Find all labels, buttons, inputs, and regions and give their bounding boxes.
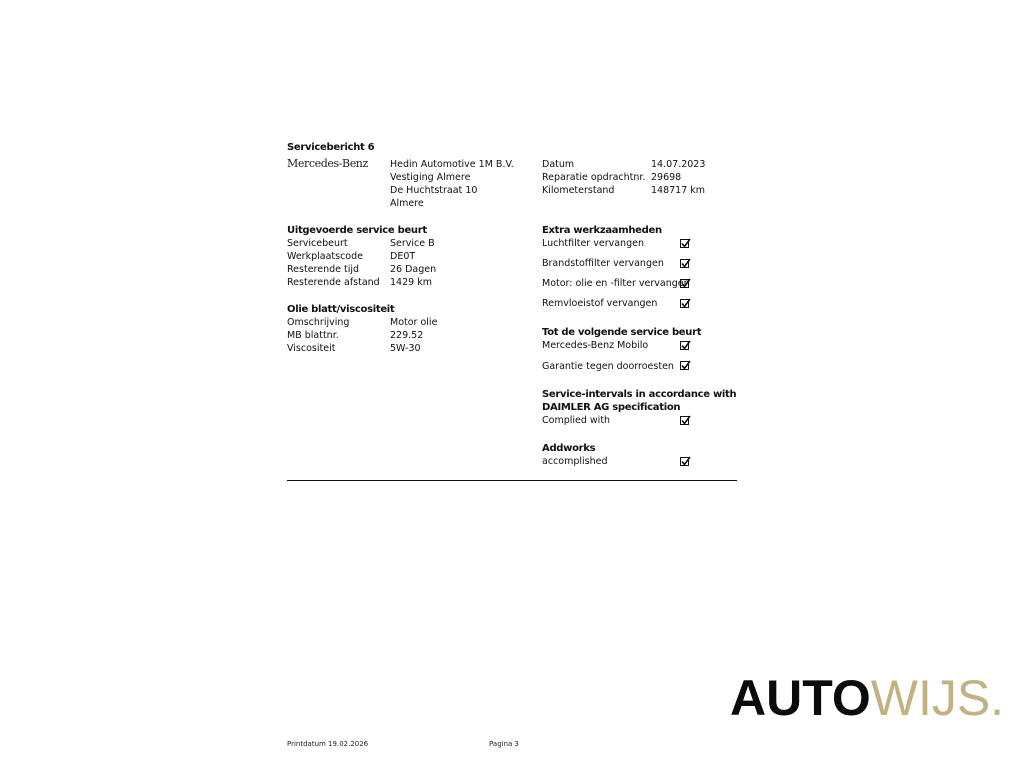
remaining-time-label: Resterende tijd bbox=[287, 264, 360, 275]
document-title: Servicebericht 6 bbox=[287, 142, 375, 153]
check-icon bbox=[680, 279, 689, 288]
workshop-code-label: Werkplaatscode bbox=[287, 251, 363, 262]
check-icon bbox=[680, 259, 689, 268]
check-icon bbox=[680, 239, 689, 248]
workshop-code-value: DE0T bbox=[390, 251, 416, 262]
oil-sheet-value: 229.52 bbox=[390, 330, 424, 341]
brand-name: Mercedes-Benz bbox=[287, 157, 368, 170]
extra-item-label: Remvloeistof vervangen bbox=[542, 298, 658, 309]
oil-description-value: Motor olie bbox=[390, 317, 438, 328]
meta-order-value: 29698 bbox=[651, 172, 682, 183]
dealer-city: Almere bbox=[390, 198, 424, 209]
dealer-street: De Huchtstraat 10 bbox=[390, 185, 478, 196]
oil-heading: Olie blatt/viscositeit bbox=[287, 304, 395, 315]
intervals-heading-line1: Service-intervals in accordance with bbox=[542, 389, 737, 400]
meta-mileage-label: Kilometerstand bbox=[542, 185, 615, 196]
page-number: Pagina 3 bbox=[489, 740, 519, 748]
check-icon bbox=[680, 361, 689, 370]
remaining-distance-value: 1429 km bbox=[390, 277, 432, 288]
intervals-heading-line2: DAIMLER AG specification bbox=[542, 402, 681, 413]
check-icon bbox=[680, 299, 689, 308]
intervals-item-label: Complied with bbox=[542, 415, 611, 426]
next-item-label: Garantie tegen doorroesten bbox=[542, 361, 674, 372]
oil-viscosity-label: Viscositeit bbox=[287, 343, 336, 354]
addworks-item-label: accomplished bbox=[542, 456, 608, 467]
check-icon bbox=[680, 457, 689, 466]
remaining-time-value: 26 Dagen bbox=[390, 264, 437, 275]
logo-part-auto: AUTO bbox=[730, 670, 871, 726]
section-divider bbox=[287, 480, 737, 481]
next-item-label: Mercedes-Benz Mobilo bbox=[542, 340, 649, 351]
service-heading: Uitgevoerde service beurt bbox=[287, 225, 427, 236]
check-icon bbox=[680, 341, 689, 350]
extra-item-label: Brandstoffilter vervangen bbox=[542, 258, 664, 269]
autowijs-logo bbox=[730, 670, 1004, 726]
logo-part-wijs: WIJS. bbox=[870, 670, 1005, 726]
oil-description-label: Omschrijving bbox=[287, 317, 350, 328]
next-heading: Tot de volgende service beurt bbox=[542, 327, 702, 338]
service-type-value: Service B bbox=[390, 238, 435, 249]
meta-date-label: Datum bbox=[542, 159, 575, 170]
dealer-name: Hedin Automotive 1M B.V. bbox=[390, 159, 514, 170]
addworks-heading: Addworks bbox=[542, 443, 596, 454]
extra-heading: Extra werkzaamheden bbox=[542, 225, 662, 236]
remaining-distance-label: Resterende afstand bbox=[287, 277, 380, 288]
extra-item-label: Motor: olie en -filter vervangen bbox=[542, 278, 690, 289]
extra-item-label: Luchtfilter vervangen bbox=[542, 238, 644, 249]
check-icon bbox=[680, 416, 689, 425]
service-type-label: Servicebeurt bbox=[287, 238, 348, 249]
meta-order-label: Reparatie opdrachtnr. bbox=[542, 172, 646, 183]
oil-viscosity-value: 5W-30 bbox=[390, 343, 421, 354]
meta-date-value: 14.07.2023 bbox=[651, 159, 706, 170]
oil-sheet-label: MB blattnr. bbox=[287, 330, 339, 341]
print-date: Printdatum 19.02.2026 bbox=[287, 740, 369, 748]
dealer-branch: Vestiging Almere bbox=[390, 172, 471, 183]
meta-mileage-value: 148717 km bbox=[651, 185, 706, 196]
